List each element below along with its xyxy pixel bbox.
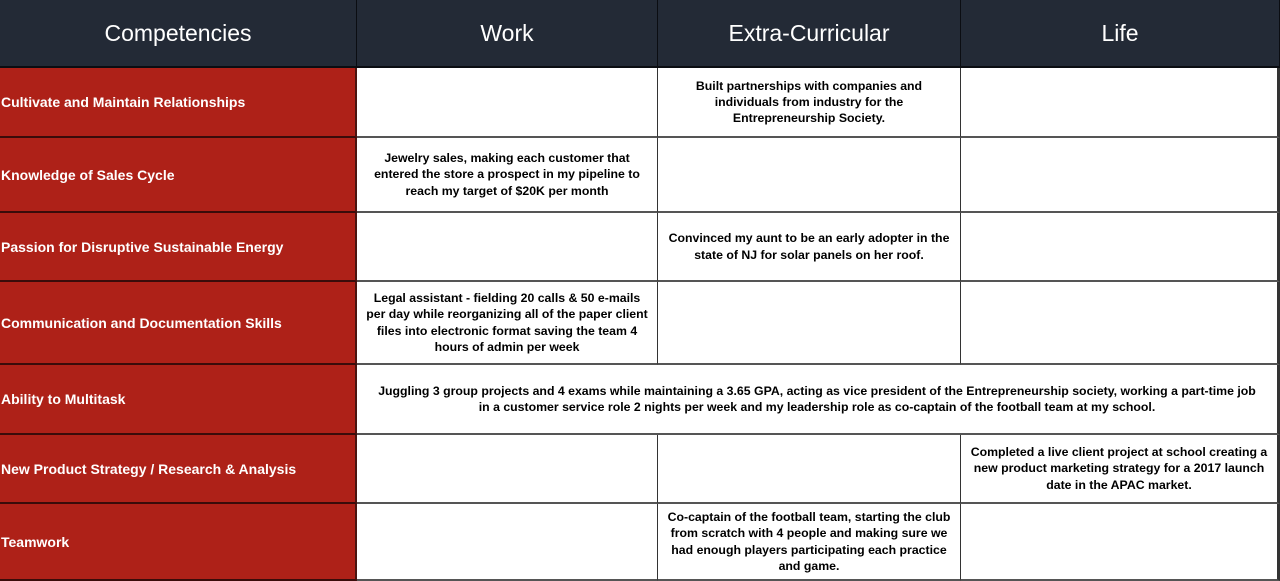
cell-text: Juggling 3 group projects and 4 exams while maintaining a 3.65 GPA, acting as vice president of the Entrepreneurship society, working a part-time job in a customer service role 2 nights per week and my leadership role as co-captain of the football team at my school.	[378, 383, 1256, 414]
header-extra-curricular	[658, 0, 961, 68]
life-cell	[961, 435, 1280, 504]
work-cell	[357, 282, 658, 365]
merged-cell	[357, 365, 1280, 435]
competency-cell	[0, 138, 357, 213]
work-cell	[357, 504, 658, 581]
life-cell	[961, 213, 1280, 282]
cell-text: Jewelry sales, making each customer that entered the store a prospect in my pipeline to reach my target of $20K per month	[374, 151, 640, 198]
competency-cell	[0, 435, 357, 504]
work-cell	[357, 435, 658, 504]
competency-cell	[0, 213, 357, 282]
cell-text: Completed a live client project at school creating a new product marketing strategy for a 2017 launch date in the APAC market.	[970, 445, 1268, 492]
life-cell	[961, 138, 1280, 213]
cell-text: Convinced my aunt to be an early adopter in the state of NJ for solar panels on her roof.	[668, 231, 950, 262]
competency-label: Cultivate and Maintain Relationships	[1, 94, 246, 110]
work-cell	[357, 68, 658, 138]
life-cell	[961, 504, 1280, 581]
competency-cell	[0, 504, 357, 581]
header-label: Life	[1101, 19, 1139, 46]
competency-label: Communication and Documentation Skills	[1, 314, 282, 331]
header-work	[357, 0, 658, 68]
competency-label: New Product Strategy / Research & Analysis	[1, 460, 297, 477]
cell-text: Co-captain of the football team, starting the club from scratch with 4 people and making sure we had enough players participating each practice and game.	[667, 509, 951, 573]
extra-curricular-cell	[658, 282, 961, 365]
extra-curricular-cell	[658, 138, 961, 213]
header-label: Work	[480, 19, 534, 46]
extra-curricular-cell	[658, 68, 961, 138]
extra-curricular-cell	[658, 435, 961, 504]
header-competencies	[0, 0, 357, 68]
header-label: Extra-Curricular	[728, 19, 890, 46]
header-label: Competencies	[104, 19, 252, 46]
cell-text: Legal assistant - fielding 20 calls & 50 e-mails per day while reorganizing all of the paper client files into electronic format saving the team 4 hours of admin per week	[366, 290, 648, 354]
header-life	[961, 0, 1280, 68]
life-cell	[961, 68, 1280, 138]
work-cell	[357, 213, 658, 282]
competency-label: Knowledge of Sales Cycle	[1, 166, 175, 183]
extra-curricular-cell	[658, 213, 961, 282]
life-cell	[961, 282, 1280, 365]
competency-label: Ability to Multitask	[1, 391, 126, 407]
work-cell	[357, 138, 658, 213]
extra-curricular-cell	[658, 504, 961, 581]
competency-cell	[0, 365, 357, 435]
competency-cell	[0, 282, 357, 365]
competency-cell	[0, 68, 357, 138]
cell-text: Built partnerships with companies and individuals from industry for the Entrepreneurship Society.	[695, 78, 923, 126]
competency-label: Teamwork	[1, 533, 70, 550]
competency-label: Passion for Disruptive Sustainable Energy	[1, 238, 284, 255]
